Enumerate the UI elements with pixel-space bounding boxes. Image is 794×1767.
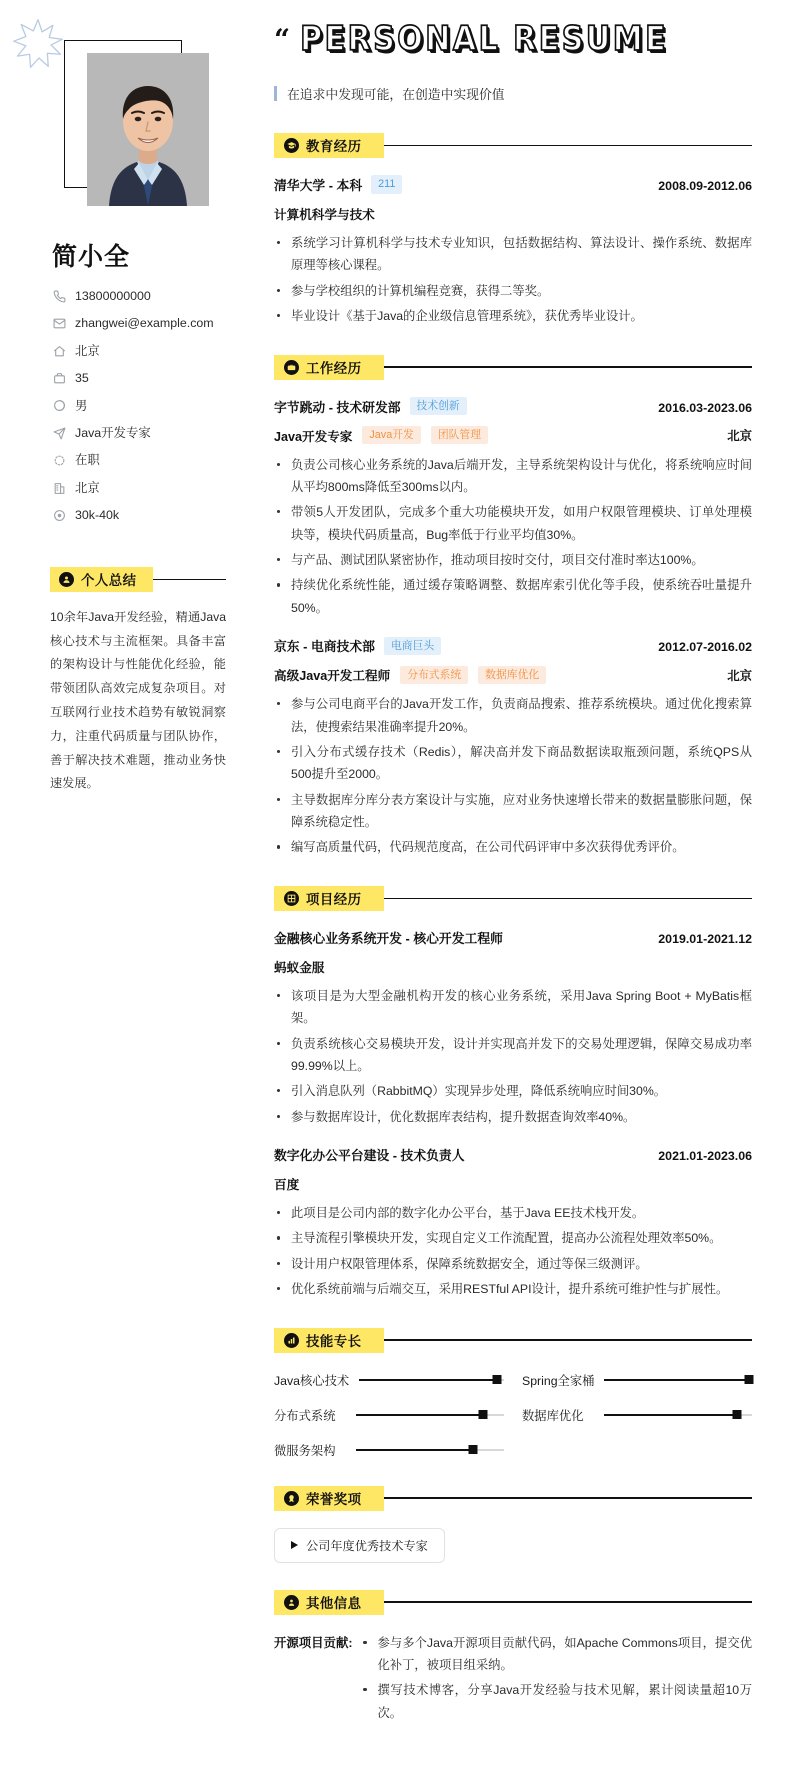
section-rule	[378, 145, 752, 146]
award-icon	[284, 1491, 299, 1506]
entry-left	[274, 928, 503, 947]
skill-label: Spring全家桶	[522, 1373, 595, 1388]
entry-row	[274, 636, 752, 655]
contact-item-salary	[52, 508, 236, 523]
company-name: 字节跳动 - 技术研发部	[274, 399, 401, 415]
section-rule	[378, 1601, 752, 1602]
project-entry	[274, 1145, 752, 1301]
list-item: 参与公司电商平台的Java开发工作，负责商品搜索、推荐系统模块。通过优化搜索算法，使搜索结果准确率提升20%。	[274, 693, 752, 738]
skill-row	[522, 1371, 752, 1389]
section-pill	[274, 1590, 384, 1615]
date-range: 2019.01-2021.12	[658, 931, 752, 946]
section-other-info	[274, 1590, 752, 1728]
sub-left	[274, 426, 488, 445]
skill-fill	[356, 1449, 473, 1451]
list-item: 参与学校组织的计算机编程竞赛，获得二等奖。	[274, 280, 752, 302]
bullet-list	[274, 985, 752, 1128]
home-icon	[52, 344, 66, 358]
summary-text: 10余年Java开发经验，精通Java核心技术与主流框架。具备丰富的架构设计与性能优化经验，能带领团队高效完成复杂项目。对互联网行业技术趋势有敏锐洞察力，注重代码质量与团队协作，善于解决技术难题，推动业务快速发展。	[50, 609, 226, 791]
contact-value: 男	[75, 398, 88, 413]
skill-knob[interactable]	[492, 1375, 501, 1384]
section-rule	[378, 1339, 752, 1340]
work-entry	[274, 636, 752, 859]
project-org: 百度	[274, 1178, 300, 1192]
contact-value: 35	[75, 371, 89, 386]
chart-icon	[284, 1333, 299, 1348]
entry-row	[274, 397, 752, 416]
skill-fill	[356, 1414, 483, 1416]
avatar	[87, 53, 209, 206]
contact-item-home	[52, 344, 236, 359]
sub-left	[274, 204, 375, 223]
job-title: Java开发专家	[274, 429, 353, 444]
sub-line	[274, 665, 752, 684]
bullet-list	[360, 1632, 752, 1728]
entry-left	[274, 397, 467, 416]
bullet-list	[274, 232, 752, 328]
list-item: 带领5人开发团队，完成多个重大功能模块开发，如用户权限管理模块、订单处理模块等，模块代码质量高，Bug率低于行业平均值30%。	[274, 501, 752, 546]
company-tag: 电商巨头	[384, 637, 441, 655]
job-location: 北京	[727, 429, 752, 443]
main-content	[258, 0, 794, 1767]
section-title: 个人总结	[81, 572, 137, 588]
entry-left	[274, 636, 441, 655]
section-pill	[274, 355, 384, 380]
salary-icon	[52, 508, 66, 522]
skill-slider[interactable]	[356, 1414, 504, 1416]
contact-value: 30k-40k	[75, 508, 120, 522]
list-item: 该项目是为大型金融机构开发的核心业务系统，采用Java Spring Boot + MyBatis框架。	[274, 985, 752, 1030]
section-header	[274, 1328, 752, 1353]
list-item: 引入消息队列（RabbitMQ）实现异步处理，降低系统响应时间30%。	[274, 1080, 752, 1102]
job-title: 高级Java开发工程师	[274, 669, 391, 684]
section-rule	[378, 898, 752, 899]
date-range: 2012.07-2016.02	[658, 640, 752, 655]
section-pill	[274, 1486, 384, 1511]
starburst-icon	[10, 16, 66, 72]
tagline-text: 在追求中发现可能，在创造中实现价值	[287, 87, 505, 102]
major-name: 计算机科学与技术	[274, 208, 375, 222]
building-icon	[52, 481, 66, 495]
tagline-bar	[274, 86, 277, 101]
work-entry	[274, 397, 752, 620]
photo-block	[34, 26, 244, 201]
section-pill	[50, 567, 153, 592]
entry-left	[274, 1145, 465, 1164]
education-entry	[274, 175, 752, 328]
section-pill	[274, 133, 384, 158]
project-name: 数字化办公平台建设 - 技术负责人	[274, 1148, 465, 1163]
other-info-label: 开源项目贡献:	[274, 1635, 353, 1650]
contact-item-gender	[52, 399, 236, 414]
list-item: 毕业设计《基于Java的企业级信息管理系统》，获优秀毕业设计。	[274, 305, 752, 327]
contact-item-age	[52, 371, 236, 386]
contact-item-position	[52, 426, 236, 441]
list-item: 系统学习计算机科学与技术专业知识，包括数据结构、算法设计、操作系统、数据库原理等核心课程。	[274, 232, 752, 277]
briefcase-icon	[52, 372, 66, 386]
graduation-cap-icon	[284, 138, 299, 153]
contact-value: 在职	[75, 453, 100, 468]
contact-value: Java开发专家	[75, 425, 151, 440]
section-title: 其他信息	[306, 1595, 362, 1611]
contact-item-city	[52, 481, 236, 496]
contact-value: 13800000000	[75, 289, 151, 303]
tagline	[274, 84, 752, 103]
user-icon	[59, 572, 74, 587]
quote-icon: “	[274, 23, 291, 56]
contact-item-phone	[52, 289, 236, 304]
skill-tag: Java开发	[362, 426, 420, 444]
entry-row	[274, 928, 752, 947]
section-personal-summary	[50, 567, 226, 796]
section-header	[274, 133, 752, 158]
section-work-experience	[274, 355, 752, 859]
skill-fill	[604, 1379, 749, 1381]
honor-label: 公司年度优秀技术专家	[306, 1538, 428, 1553]
skill-slider[interactable]	[604, 1379, 752, 1381]
skill-label: 微服务架构	[274, 1443, 336, 1458]
skills-grid-spacer	[522, 1441, 752, 1459]
gender-icon	[52, 399, 66, 413]
job-location: 北京	[727, 668, 752, 683]
skills-grid	[274, 1371, 752, 1459]
contact-value: 北京	[75, 343, 100, 358]
skill-row	[274, 1406, 504, 1424]
honor-list	[274, 1528, 752, 1563]
list-item: 与产品、测试团队紧密协作，推动项目按时交付，项目交付准时率达100%。	[274, 549, 752, 571]
skill-label: Java核心技术	[274, 1373, 350, 1388]
sub-left	[274, 957, 324, 976]
play-triangle-icon	[291, 1541, 298, 1549]
bullet-list	[274, 454, 752, 620]
sub-left	[274, 665, 546, 684]
skill-tag: 团队管理	[431, 426, 488, 444]
section-rule	[378, 366, 752, 367]
section-pill	[274, 1328, 384, 1353]
skill-label: 分布式系统	[274, 1408, 336, 1423]
skill-row	[522, 1406, 752, 1424]
section-header	[274, 355, 752, 380]
list-item: 主导数据库分库分表方案设计与实施，应对业务快速增长带来的数据量膨胀问题，保障系统稳定性。	[274, 789, 752, 834]
status-badge: 211	[371, 175, 402, 193]
sub-line	[274, 426, 752, 445]
contact-value: zhangwei@example.com	[75, 316, 214, 331]
list-item: 负责公司核心业务系统的Java后端开发，主导系统架构设计与优化，将系统响应时间从平均800ms降低至300ms以内。	[274, 454, 752, 499]
section-projects	[274, 886, 752, 1301]
section-rule	[147, 579, 226, 580]
project-org: 蚂蚁金服	[274, 960, 325, 975]
person-name: 简小全	[52, 243, 131, 271]
section-skills	[274, 1328, 752, 1459]
section-title: 工作经历	[306, 360, 362, 376]
list-item: 优化系统前端与后端交互，采用RESTful API设计，提升系统可维护性与扩展性。	[274, 1278, 752, 1300]
skill-knob[interactable]	[468, 1445, 477, 1454]
entry-row	[274, 175, 752, 194]
section-rule	[378, 1497, 752, 1498]
resume-title-row	[274, 19, 752, 64]
section-pill	[274, 886, 384, 911]
list-item: 设计用户权限管理体系，保障系统数据安全，通过等保三级测评。	[274, 1253, 752, 1275]
list-item: 负责系统核心交易模块开发，设计并实现高并发下的交易处理逻辑，保障交易成功率99.99%以上。	[274, 1033, 752, 1078]
list-item: 参与数据库设计，优化数据库表结构，提升数据查询效率40%。	[274, 1106, 752, 1128]
list-item: 引入分布式缓存技术（Redis），解决高并发下商品数据读取瓶颈问题，系统QPS从500提升至2000。	[274, 741, 752, 786]
skill-knob[interactable]	[745, 1375, 754, 1384]
mail-icon	[52, 317, 66, 331]
info-icon	[284, 1595, 299, 1610]
section-title: 技能专长	[306, 1333, 362, 1349]
school-name: 清华大学 - 本科	[274, 178, 363, 193]
section-header	[274, 886, 752, 911]
briefcase-round-icon	[284, 360, 299, 375]
company-name: 京东 - 电商技术部	[274, 639, 375, 655]
skill-row	[274, 1371, 504, 1389]
date-range: 2008.09-2012.06	[658, 179, 752, 193]
page-title: PERSONAL RESUME	[300, 19, 669, 59]
contact-list	[52, 289, 236, 523]
phone-icon	[52, 289, 66, 303]
honor-item[interactable]	[274, 1528, 445, 1563]
list-item: 编写高质量代码，代码规范度高，在公司代码评审中多次获得优秀评价。	[274, 836, 752, 858]
sub-line	[274, 204, 752, 223]
bullet-list	[274, 693, 752, 859]
left-sidebar	[0, 0, 258, 1767]
contact-value: 北京	[75, 480, 100, 495]
sub-left	[274, 1174, 299, 1193]
company-tag: 技术创新	[410, 397, 467, 415]
section-honors	[274, 1486, 752, 1563]
skill-label: 数据库优化	[522, 1408, 584, 1423]
entry-left	[274, 175, 402, 194]
list-item: 撰写技术博客，分享Java开发经验与技术见解，累计阅读量超10万次。	[360, 1679, 752, 1724]
contact-item-status	[52, 453, 236, 468]
skill-fill	[359, 1379, 497, 1381]
skill-tag: 分布式系统	[400, 666, 468, 684]
skill-tag: 数据库优化	[478, 666, 546, 684]
list-item: 参与多个Java开源项目贡献代码，如Apache Commons项目，提交优化补丁，被项目组采纳。	[360, 1632, 752, 1677]
list-item: 持续优化系统性能，通过缓存策略调整、数据库索引优化等手段，使系统吞吐量提升50%。	[274, 574, 752, 619]
section-header	[274, 1486, 752, 1511]
send-icon	[52, 426, 66, 440]
sub-line	[274, 1174, 752, 1193]
section-title: 教育经历	[306, 139, 362, 154]
section-header	[50, 567, 226, 592]
skill-knob[interactable]	[479, 1410, 488, 1419]
skill-slider[interactable]	[356, 1449, 504, 1451]
section-title: 荣誉奖项	[306, 1491, 362, 1507]
project-name: 金融核心业务系统开发 - 核心开发工程师	[274, 930, 503, 946]
bullet-list	[274, 1202, 752, 1301]
date-range: 2016.03-2023.06	[658, 400, 752, 415]
sub-line	[274, 957, 752, 976]
date-range: 2021.01-2023.06	[658, 1149, 752, 1163]
skill-slider[interactable]	[359, 1379, 504, 1381]
list-item: 此项目是公司内部的数字化办公平台，基于Java EE技术栈开发。	[274, 1202, 752, 1224]
section-education	[274, 133, 752, 328]
grid-icon	[284, 891, 299, 906]
entry-row	[274, 1145, 752, 1164]
status-icon	[52, 454, 66, 468]
other-info-row	[274, 1632, 752, 1728]
project-entry	[274, 928, 752, 1128]
skill-row	[274, 1441, 504, 1459]
section-header	[274, 1590, 752, 1615]
skill-fill	[604, 1414, 737, 1416]
skill-slider[interactable]	[604, 1414, 752, 1416]
list-item: 主导流程引擎模块开发，实现自定义工作流配置，提高办公流程处理效率50%。	[274, 1227, 752, 1249]
contact-item-email	[52, 316, 236, 331]
section-title: 项目经历	[306, 891, 362, 907]
skill-knob[interactable]	[733, 1410, 742, 1419]
